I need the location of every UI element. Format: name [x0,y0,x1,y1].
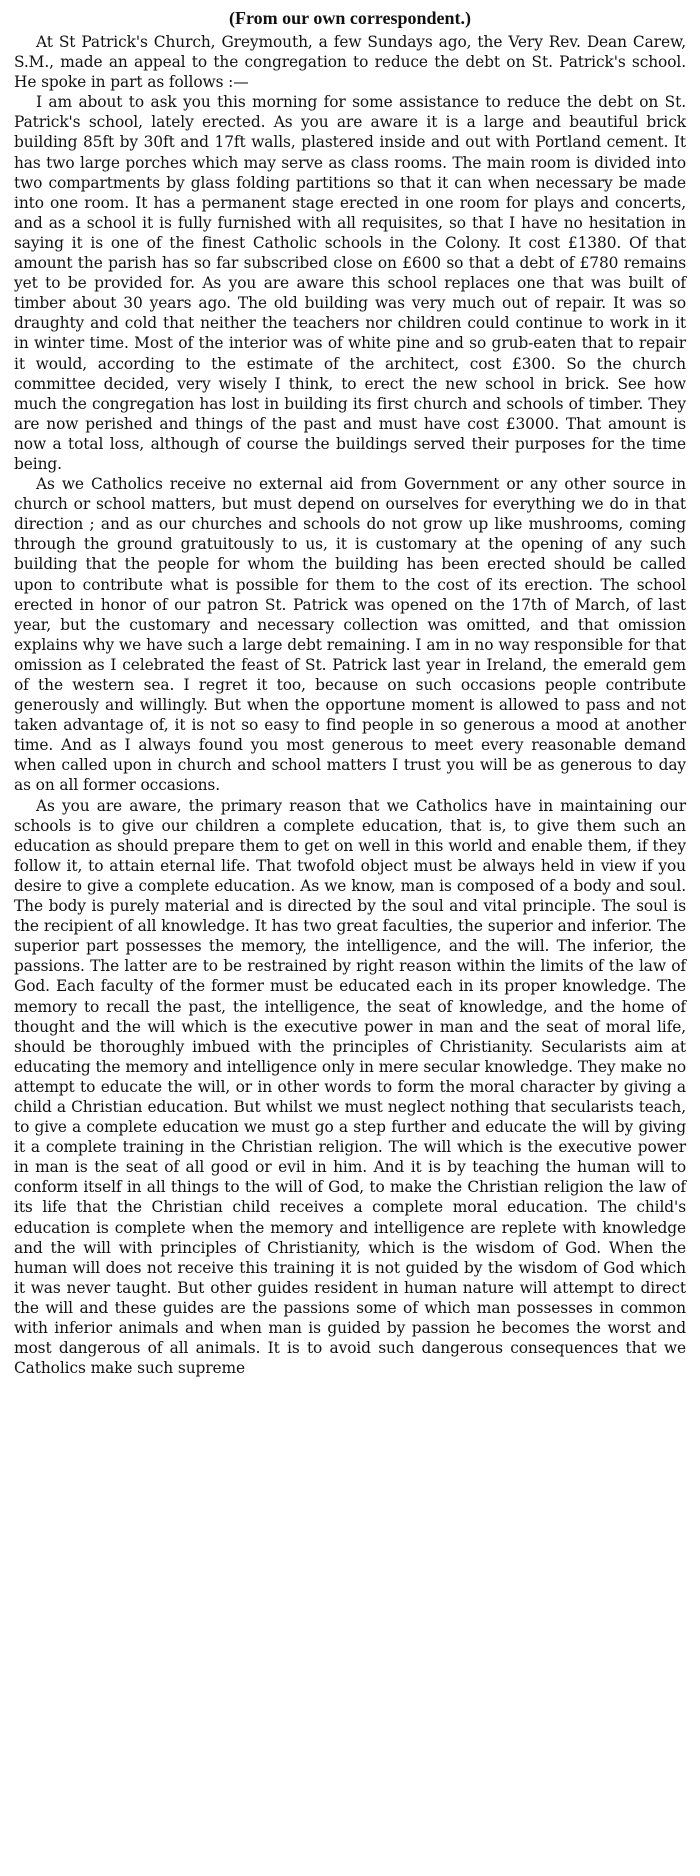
intro-paragraph: At St Patrick's Church, Greymouth, a few Sundays ago, the Very Rev. Dean Carew, S.M., made an appeal to the congregation to reduce the debt on St. Patrick's school. He spoke in part as follows :— [14,33,686,92]
correspondent-heading: (From our own correspondent.) [229,8,471,28]
education-paragraph: As you are aware, the primary reason that we Catholics have in maintaining our schools is to give our children a complete education, that is, to give them such an education as should prepare them to get on well in this world and enable them, if they follow it, to attain eternal life. That twofold object must be always held in view if you desire to give a complete education. As we know, man is composed of a body and soul. The body is purely material and is directed by the soul and vital principle. The soul is the recipient of all knowledge. It has two great faculties, the superior and inferior. The superior part possesses the memory, the intelligence, and the will. The inferior, the passions. The latter are to be restrained by right reason within the limits of the law of God. Each faculty of the former must be educated each in its proper knowledge. The memory to recall the past, the intelligence, the seat of knowledge, and the home of thought and the will which is the executive power in man and the seat of moral life, should be thoroughly imbued with the principles of Christianity. Secularists aim at educating the memory and intelligence only in mere secular knowledge. They make no attempt to educate the will, or in other words to form the moral character by giving a child a Christian education. But whilst we must neglect nothing that secularists teach, to give a complete education we must go a step further and educate the will by giving it a complete training in the Christian religion. The will which is the executive power in man is the seat of all good or evil in him. And it is by teaching the human will to conform itself in all things to the will of God, to make the Christian religion the law of its life that the Christian child receives a complete moral education. The child's education is complete when the memory and intelligence are replete with knowledge and the will with principles of Christianity, which is the wisdom of God. When the human will does not receive this training it is not guided by the wisdom of God which it was never taught. But other guides resident in human nature will attempt to direct the will and these guides are the passions some of which man possesses in common with inferior animals and when man is guided by passion he becomes the worst and most dangerous of all animals. It is to avoid such dangerous consequences that we Catholics make such supreme [14,796,686,1378]
school-description-paragraph: I am about to ask you this morning for some assistance to reduce the debt on St. Patrick's school, lately erected. As you are aware it is a large and beautiful brick building 85ft by 30ft and 17ft walls, plastered inside and out with Portland cement. It has two large porches which may serve as class rooms. The main room is divided into two compartments by glass folding partitions so that it can when necessary be made into one room. It has a permanent stage erected in one room for plays and concerts, and as a school it is fully furnished with all requisites, so that I have no hesitation in saying it is one of the finest Catholic schools in the Colony. It cost £1380. Of that amount the parish has so far subscribed close on £600 so that a debt of £780 remains yet to be provided for. As you are aware this school replaces one that was built of timber about 30 years ago. The old building was very much out of repair. It was so draughty and cold that neither the teachers nor children could continue to work in it in winter time. Most of the interior was of white pine and so grub-eaten that to repair it would, according to the estimate of the architect, cost £300. So the church committee decided, very wisely I think, to erect the new school in brick. See how much the congregation has lost in building its first church and schools of timber. They are now perished and things of the past and must have cost £3000. That amount is now a total loss, although of course the buildings served their purposes for the time being. [14,93,686,473]
collection-paragraph: As we Catholics receive no external aid from Government or any other source in church or school matters, but must depend on ourselves for everything we do in that direction ; and as our churches and schools do not grow up like mushrooms, coming through the ground gratuitously to us, it is customary at the opening of any such building that the people for whom the building has been erected should be called upon to contribute what is possible for them to the cost of its erection. The school erected in honor of our patron St. Patrick was opened on the 17th of March, of last year, but the customary and necessary collection was omitted, and that omission explains why we have such a large debt remaining. I am in no way responsible for that omission as I celebrated the feast of St. Patrick last year in Ireland, the emerald gem of the western sea. I regret it too, because on such occasions people contribute generously and willingly. But when the opportune moment is allowed to pass and not taken advantage of, it is not so easy to find people in so generous a mood at another time. And as I always found you most generous to meet every reasonable demand when called upon in church and school matters I trust you will be as generous to day as on all former occasions. [14,475,686,795]
